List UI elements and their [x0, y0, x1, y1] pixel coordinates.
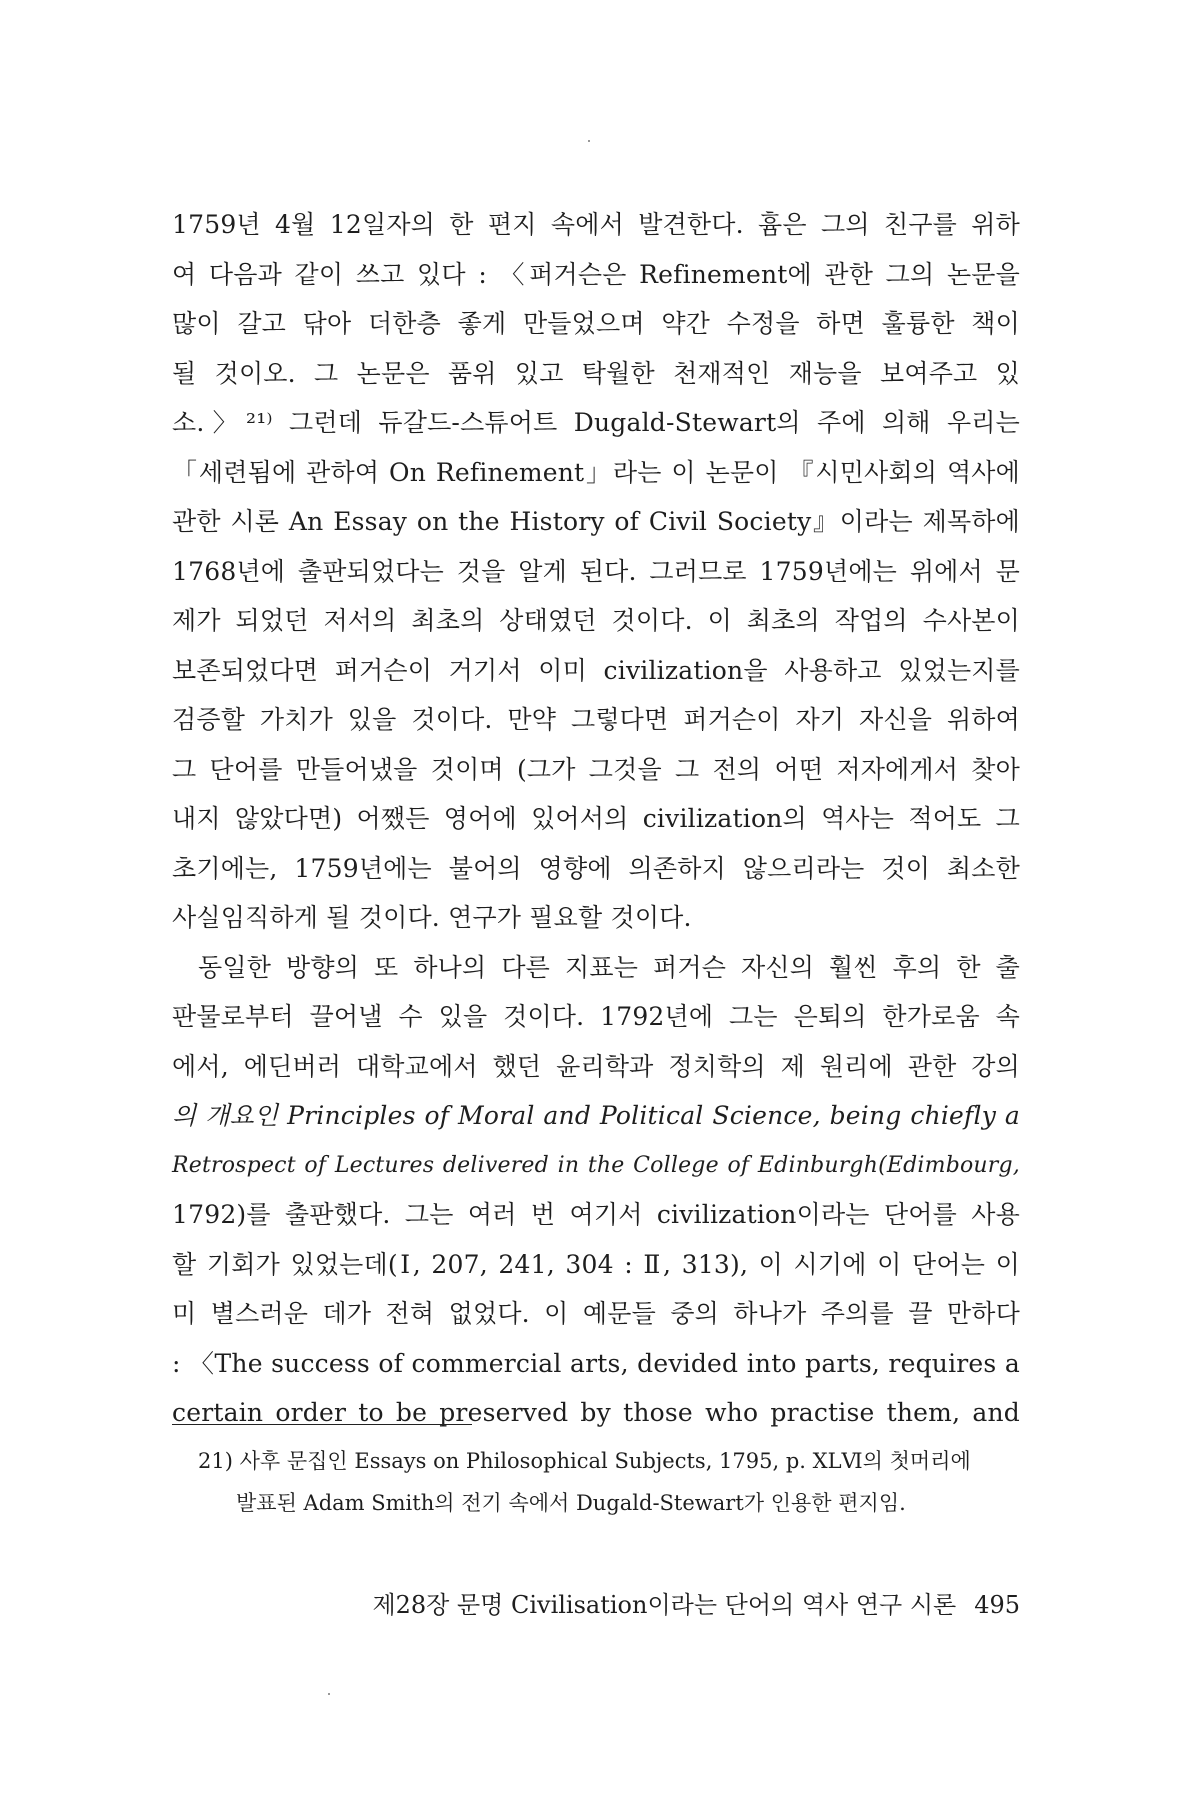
footnote-line: 21) 사후 문집인 Essays on Philosophical Subjects, 1795, p. XLⅥ의 첫머리에	[198, 1449, 971, 1473]
body-line: certain order to be preserved by those who practise them, and	[172, 1398, 1020, 1427]
body-line: : 〈The success of commercial arts, devided into parts, requires a	[172, 1348, 1020, 1378]
body-line-paragraph-start: 동일한 방향의 또 하나의 다른 지표는 퍼거슨 자신의 훨씬 후의 한 출	[198, 952, 1020, 982]
body-line: 의 개요인 Principles of Moral and Political Science, being chiefly a	[172, 1101, 1020, 1130]
footnote-divider	[172, 1424, 472, 1425]
chapter-title: 제28장 문명 Civilisation이라는 단어의 역사 연구 시론	[372, 1591, 957, 1619]
body-line: 검증할 가치가 있을 것이다. 만약 그렇다면 퍼거슨이 자기 자신을 위하여	[172, 705, 1020, 734]
body-line: 판물로부터 끌어낼 수 있을 것이다. 1792년에 그는 은퇴의 한가로움 속	[172, 1002, 1020, 1031]
body-line: 1768년에 출판되었다는 것을 알게 된다. 그러므로 1759년에는 위에서 문	[172, 556, 1020, 586]
scan-speck	[328, 1693, 330, 1695]
footnote	[198, 1440, 1020, 1524]
footnote-line: 발표된 Adam Smith의 전기 속에서 Dugald-Stewart가 인용한 편지임.	[236, 1491, 906, 1515]
running-footer	[290, 1585, 1020, 1620]
body-line: 관한 시론 An Essay on the History of Civil Society』이라는 제목하에	[172, 507, 1020, 536]
body-line: 할 기회가 있었는데(Ⅰ, 207, 241, 304 : Ⅱ, 313), 이 시기에 이 단어는 이	[172, 1249, 1020, 1279]
page-number: 495	[974, 1591, 1020, 1619]
body-line: 「세련됨에 관하여 On Refinement」라는 이 논문이 『시민사회의 역사에	[172, 457, 1020, 487]
body-line: 내지 않았다면) 어쨌든 영어에 있어서의 civilization의 역사는 적어도 그	[172, 804, 1020, 833]
body-line: 많이 갈고 닦아 더한층 좋게 만들었으며 약간 수정을 하면 훌륭한 책이	[172, 309, 1020, 338]
body-line: 제가 되었던 저서의 최초의 상태였던 것이다. 이 최초의 작업의 수사본이	[172, 606, 1020, 635]
body-line: 그 단어를 만들어냈을 것이며 (그가 그것을 그 전의 어떤 저자에게서 찾아	[172, 754, 1020, 784]
body-line: 초기에는, 1759년에는 불어의 영향에 의존하지 않으리라는 것이 최소한	[172, 853, 1020, 883]
body-line: 1759년 4월 12일자의 한 편지 속에서 발견한다. 흄은 그의 친구를 위하	[172, 210, 1020, 239]
body-line: 될 것이오. 그 논문은 품위 있고 탁월한 천재적인 재능을 보여주고 있	[172, 358, 1020, 388]
body-line: 미 별스러운 데가 전혀 없었다. 이 예문들 중의 하나가 주의를 끌 만하다	[172, 1299, 1020, 1328]
body-line: 여 다음과 같이 쓰고 있다 : 〈퍼거슨은 Refinement에 관한 그의 논문을	[172, 259, 1020, 289]
body-text	[172, 200, 1020, 1438]
body-line: 1792)를 출판했다. 그는 여러 번 여기서 civilization이라는 단어를 사용	[172, 1200, 1020, 1229]
body-line: 에서, 에딘버러 대학교에서 했던 윤리학과 정치학의 제 원리에 관한 강의	[172, 1051, 1020, 1081]
body-line-paragraph-end: 사실임직하게 될 것이다. 연구가 필요할 것이다.	[172, 903, 692, 932]
scan-speck	[588, 140, 590, 142]
body-line: 소.〉²¹⁾ 그런데 듀갈드-스튜어트 Dugald-Stewart의 주에 의해 우리는	[172, 408, 1020, 437]
body-line: 보존되었다면 퍼거슨이 거기서 이미 civilization을 사용하고 있었는지를	[172, 655, 1020, 685]
body-line: Retrospect of Lectures delivered in the College of Edinburgh(Edimbourg,	[172, 1152, 1020, 1178]
